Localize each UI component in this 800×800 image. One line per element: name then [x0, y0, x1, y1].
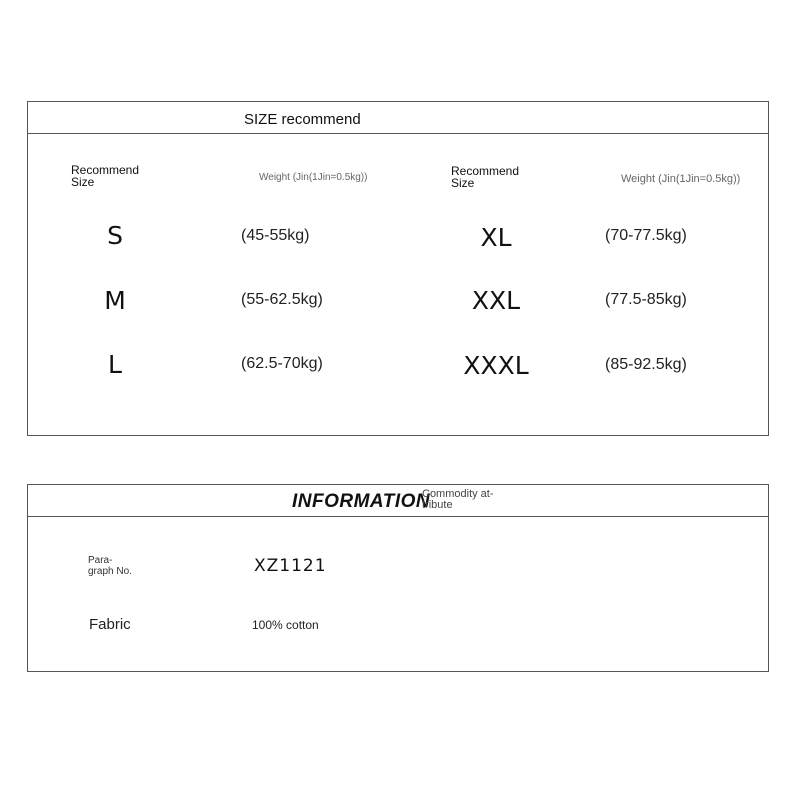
info-table-header-bar — [28, 485, 768, 517]
weight-range-s: (45-55kg) — [241, 227, 310, 244]
left-size-column-header: Recommend Size — [71, 163, 140, 189]
left-weight-column-header: Weight (Jin(1Jin=0.5kg)) — [259, 172, 368, 183]
right-weight-column-header: Weight (Jin(1Jin=0.5kg)) — [621, 173, 741, 185]
info-table-title: INFORMATION — [292, 491, 431, 512]
size-recommend-table — [27, 101, 769, 436]
size-label-xxxl: XXXL — [463, 351, 529, 380]
size-label-m: M — [104, 286, 126, 315]
size-label-s: S — [107, 221, 123, 250]
right-size-column-header: Recommend Size — [451, 164, 520, 190]
paragraph-number-value: XZ1121 — [254, 556, 327, 576]
size-table-title: SIZE recommend — [244, 111, 361, 128]
size-table-header-bar — [28, 102, 768, 134]
weight-range-xl: (70-77.5kg) — [605, 227, 687, 244]
size-label-l: L — [108, 350, 122, 379]
weight-range-xxl: (77.5-85kg) — [605, 291, 687, 308]
information-table — [27, 484, 769, 672]
size-label-xxl: XXL — [471, 286, 521, 315]
fabric-value: 100% cotton — [252, 618, 319, 632]
weight-range-xxxl: (85-92.5kg) — [605, 356, 687, 373]
weight-range-m: (55-62.5kg) — [241, 291, 323, 308]
fabric-label: Fabric — [89, 616, 131, 633]
paragraph-number-label: Para- graph No. — [88, 555, 132, 577]
weight-range-l: (62.5-70kg) — [241, 355, 323, 372]
info-table-subtitle: Commodity at- tribute — [422, 488, 494, 511]
size-label-xl: XL — [480, 223, 512, 252]
